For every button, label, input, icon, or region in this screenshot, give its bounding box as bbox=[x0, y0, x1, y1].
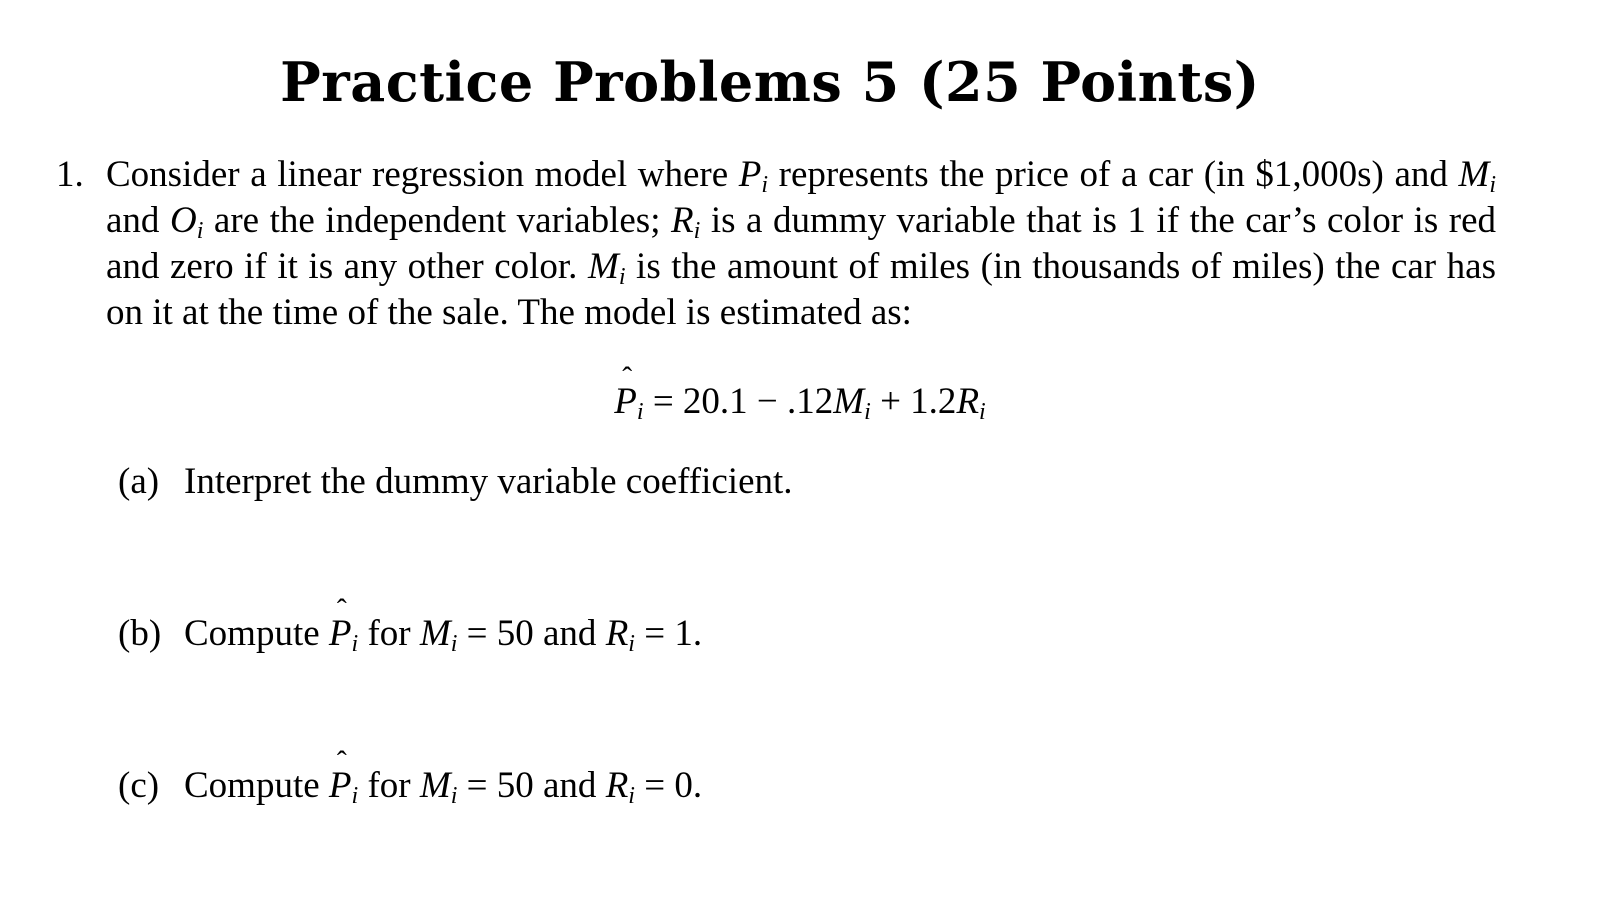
part-c: (c) Compute ˆ $P_i$ for $M_i = 50$ and $R_i = 0$. bbox=[118, 764, 702, 807]
var-o: $O_i$ bbox=[169, 200, 204, 244]
part-a bbox=[118, 460, 793, 503]
problem-text: Consider a linear regression model where $P_i$ represents the price of a car (in $1,000s) and $M_i$ and $O_i$ are the independent variables; $R_i$ is a dummy variable that is 1 if the car’s color is red and zero if it is any other color. $M_i$ is the amount of miles (in thousands of miles) the car has on it at the time of the sale. The model is estimated as: bbox=[106, 154, 1496, 333]
part-text: Interpret the dummy variable coefficient. bbox=[184, 461, 793, 502]
page-title: Practice Problems 5 (25 Points) bbox=[280, 50, 1260, 114]
var-p: $P_i$ bbox=[738, 154, 769, 198]
var-m: $M_i$ bbox=[1458, 154, 1496, 198]
regression-equation: ˆ $P_i = 20.1 - .12M_i + 1.2R_i$ bbox=[0, 380, 1600, 423]
part-label: (a) bbox=[118, 461, 160, 502]
problem-1 bbox=[56, 152, 1496, 336]
var-m-2: $M_i$ bbox=[587, 246, 626, 290]
p-hat: ˆ $P_i$ bbox=[614, 380, 643, 423]
var-r: $R_i$ bbox=[671, 200, 701, 244]
problem-number: 1. bbox=[56, 154, 84, 195]
part-label: (b) bbox=[118, 613, 162, 654]
part-label: (c) bbox=[118, 765, 160, 806]
part-b: (b) Compute ˆ $P_i$ for $M_i = 50$ and $R_i = 1$. bbox=[118, 612, 702, 655]
